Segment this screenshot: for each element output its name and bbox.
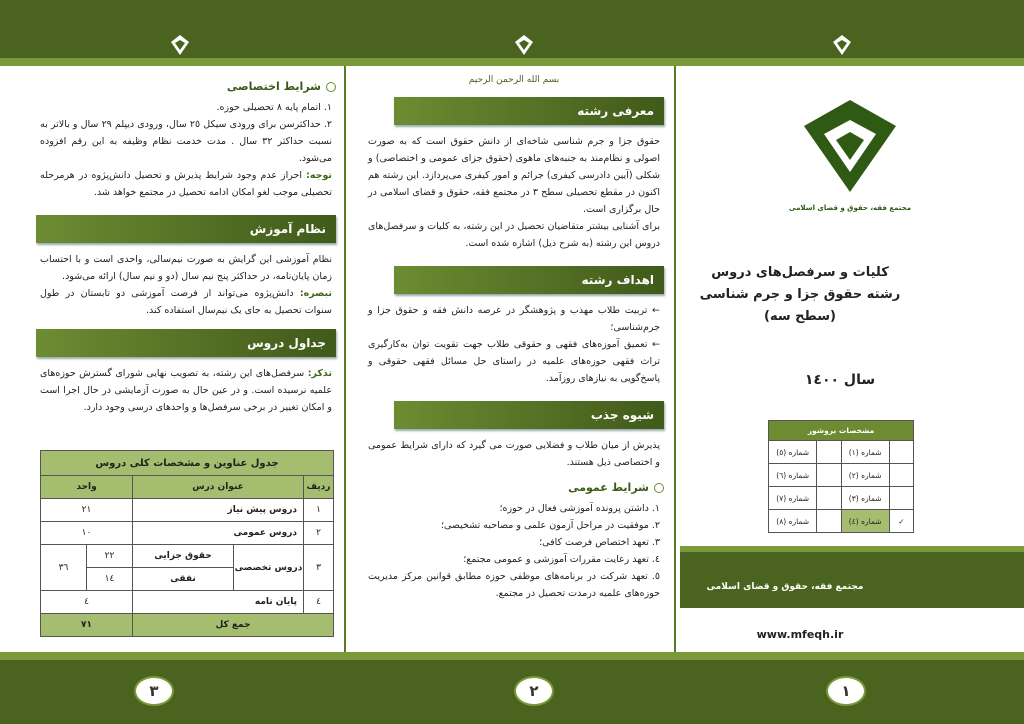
list-item: ١. اتمام پایه ٨ تحصیلی حوزه. (216, 102, 332, 113)
system-note: تبصره: دانش‌پژوه می‌تواند از فرصت آموزشی دو تابستان در طول سنوات تحصیل به جای یک نیم‌سال استفاده کند. (40, 288, 332, 316)
table-row: ٤ پایان نامه ٤ (41, 591, 334, 614)
table-row: ✓ شماره (٤) شماره (٨) (769, 510, 914, 533)
table-row: ٣ دروس تخصصی حقوق جزایی ٢٢ ٣٦ (41, 545, 334, 568)
middle-panel (364, 72, 664, 602)
org-band (680, 552, 1024, 608)
table-row: شماره (٢) شماره (٦) (769, 464, 914, 487)
org-name: مجتمع فقه، حقوق و قضای اسلامی (706, 582, 864, 592)
table-row: نفقی ١٤ (41, 568, 334, 591)
list-item: ٢. حداکثرسن برای ورودی سیکل ٢٥ سال، ورودی دیپلم ٢٩ سال و بالاتر به نسبت حداکثر ٣٢ سال . مدت خدمت نظام وظیفه به این رقم افزوده می‌شود. (40, 119, 333, 164)
table-row: ٢ دروس عمومی ١٠ (41, 522, 334, 545)
check-icon: ✓ (889, 510, 913, 533)
system-paragraph: نظام آموزشی این گرایش به صورت نیم‌سالی، واحدی است و با احتساب زمان پایان‌نامه، در حداکثر پنج نیم سال (دو و نیم سال) ارائه می‌شود. (40, 254, 332, 282)
spec-table (768, 420, 914, 533)
left-panel (36, 72, 336, 416)
table-header: واحد (41, 476, 133, 499)
list-item: ٣. تعهد اختصاص فرصت کافی؛ (539, 537, 660, 548)
special-note: توجه: احراز عدم وجود شرایط پذیرش و تحصیل دانش‌پژوه در هرمرحله تحصیلی موجب لغو امکان ادامه تحصیل در مجتمع خواهد شد. (40, 170, 332, 198)
emblem-icon (510, 30, 538, 60)
table-total-row: جمع کل ٧١ (41, 614, 334, 637)
list-item: ٢. موفقیت در مراحل آزمون علمی و مصاحبه تشخیصی؛ (440, 520, 660, 531)
schedule-note: تذکر: سرفصل‌های این رشته، به تصویب نهایی شورای گسترش حوزه‌های علمیه نرسیده است. و در عین حال به صورت آزمایشی در حال اجرا است و امکان تغییر در برخی سرفصل‌ها و واحدهای درسی وجود دارد. (40, 368, 332, 413)
table-header: عنوان درس (133, 476, 304, 499)
circle-icon (654, 483, 664, 493)
table-header: ردیف (304, 476, 334, 499)
course-table (40, 450, 334, 637)
circle-icon (326, 82, 336, 92)
list-item: ← تربیت طلاب مهذب و پژوهشگر در عرصه دانش فقه و حقوق جزا و جرم‌شناسی؛ (368, 305, 660, 333)
emblem-icon (828, 30, 856, 60)
website-link[interactable]: www.mfeqh.ir (756, 628, 844, 641)
section-heading: جداول دروس (36, 329, 336, 357)
general-conditions-title: شرایط عمومی (364, 479, 664, 496)
list-item: ٤. تعهد رعایت مقررات آموزشی و عمومی مجتمع؛ (463, 554, 660, 565)
page-number-left: ٣ (134, 676, 174, 706)
intro-paragraph: حقوق جزا و جرم شناسی شاخه‌ای از دانش حقوق است که به صورت اصولی و نظام‌مند به جنبه‌های ماهوی (حقوق جزای عمومی و اختصاصی) و شکلی (آیین دادرسی کیفری) جرائم و امور کیفری می‌پردازد. این رشته هم اکنون در مقطع تحصیلی سطح ۳ در مجتمع فقه، حقوق و قضای اسلامی در حال برگزاری است. (368, 136, 660, 215)
table-row: شماره (٣) شماره (٧) (769, 487, 914, 510)
spec-title: مشخصات بروشور (769, 421, 914, 441)
basmala: بسم الله الرحمن الرحیم (468, 75, 560, 85)
logo (788, 96, 912, 220)
bottom-band-stripe (0, 652, 1024, 660)
column-divider (344, 66, 346, 652)
list-item: ← تعمیق آموزه‌های فقهی و حقوقی طلاب جهت تقویت توان به‌کارگیری تراث فقهی حوزه‌های علمیه در راستای حل مسائل فقهی حقوقی و پاسخ‌گویی به نیازهای روزآمد. (368, 339, 660, 384)
admission-paragraph: پذیرش از میان طلاب و فضلایی صورت می گیرد که دارای شرایط عمومی و اختصاصی ذیل هستند. (368, 440, 660, 468)
section-heading: نظام آموزش (36, 215, 336, 243)
table-title: جدول عناوین و مشخصات کلی دروس (41, 451, 334, 476)
list-item: ٥. تعهد شرکت در برنامه‌های موظفی حوزه مطابق قوانین مرکز مدیریت حوزه‌های علمیه درمدت تحصیل در مجتمع. (368, 571, 660, 599)
table-row: شماره (١) شماره (٥) (769, 441, 914, 464)
section-heading: معرفی رشته (394, 97, 664, 125)
page-number-right: ١ (826, 676, 866, 706)
emblem-icon (166, 30, 194, 60)
logo-text: مجتمع فقه، حقوق و قضای اسلامی (788, 204, 912, 212)
cover-title: کلیات و سرفصل‌های دروس رشته حقوق جزا و جرم شناسی (سطح سه) (699, 265, 901, 324)
column-divider (674, 66, 676, 652)
section-heading: اهداف رشته (394, 266, 664, 294)
page-number-middle: ٢ (514, 676, 554, 706)
year: سال ١٤٠٠ (804, 372, 876, 388)
section-heading: شیوه جذب (394, 401, 664, 429)
intro-paragraph: برای آشنایی بیشتر متقاضیان تحصیل در این رشته، به کلیات و سرفصل‌های دروس این رشته (به شرح ذیل) اشاره شده است. (368, 221, 660, 249)
table-row: ١ دروس پیش نیاز ٢١ (41, 499, 334, 522)
list-item: ١. داشتن پرونده آموزشی فعال در حوزه؛ (499, 503, 660, 514)
special-conditions-title: شرایط اختصاصی (36, 78, 336, 95)
